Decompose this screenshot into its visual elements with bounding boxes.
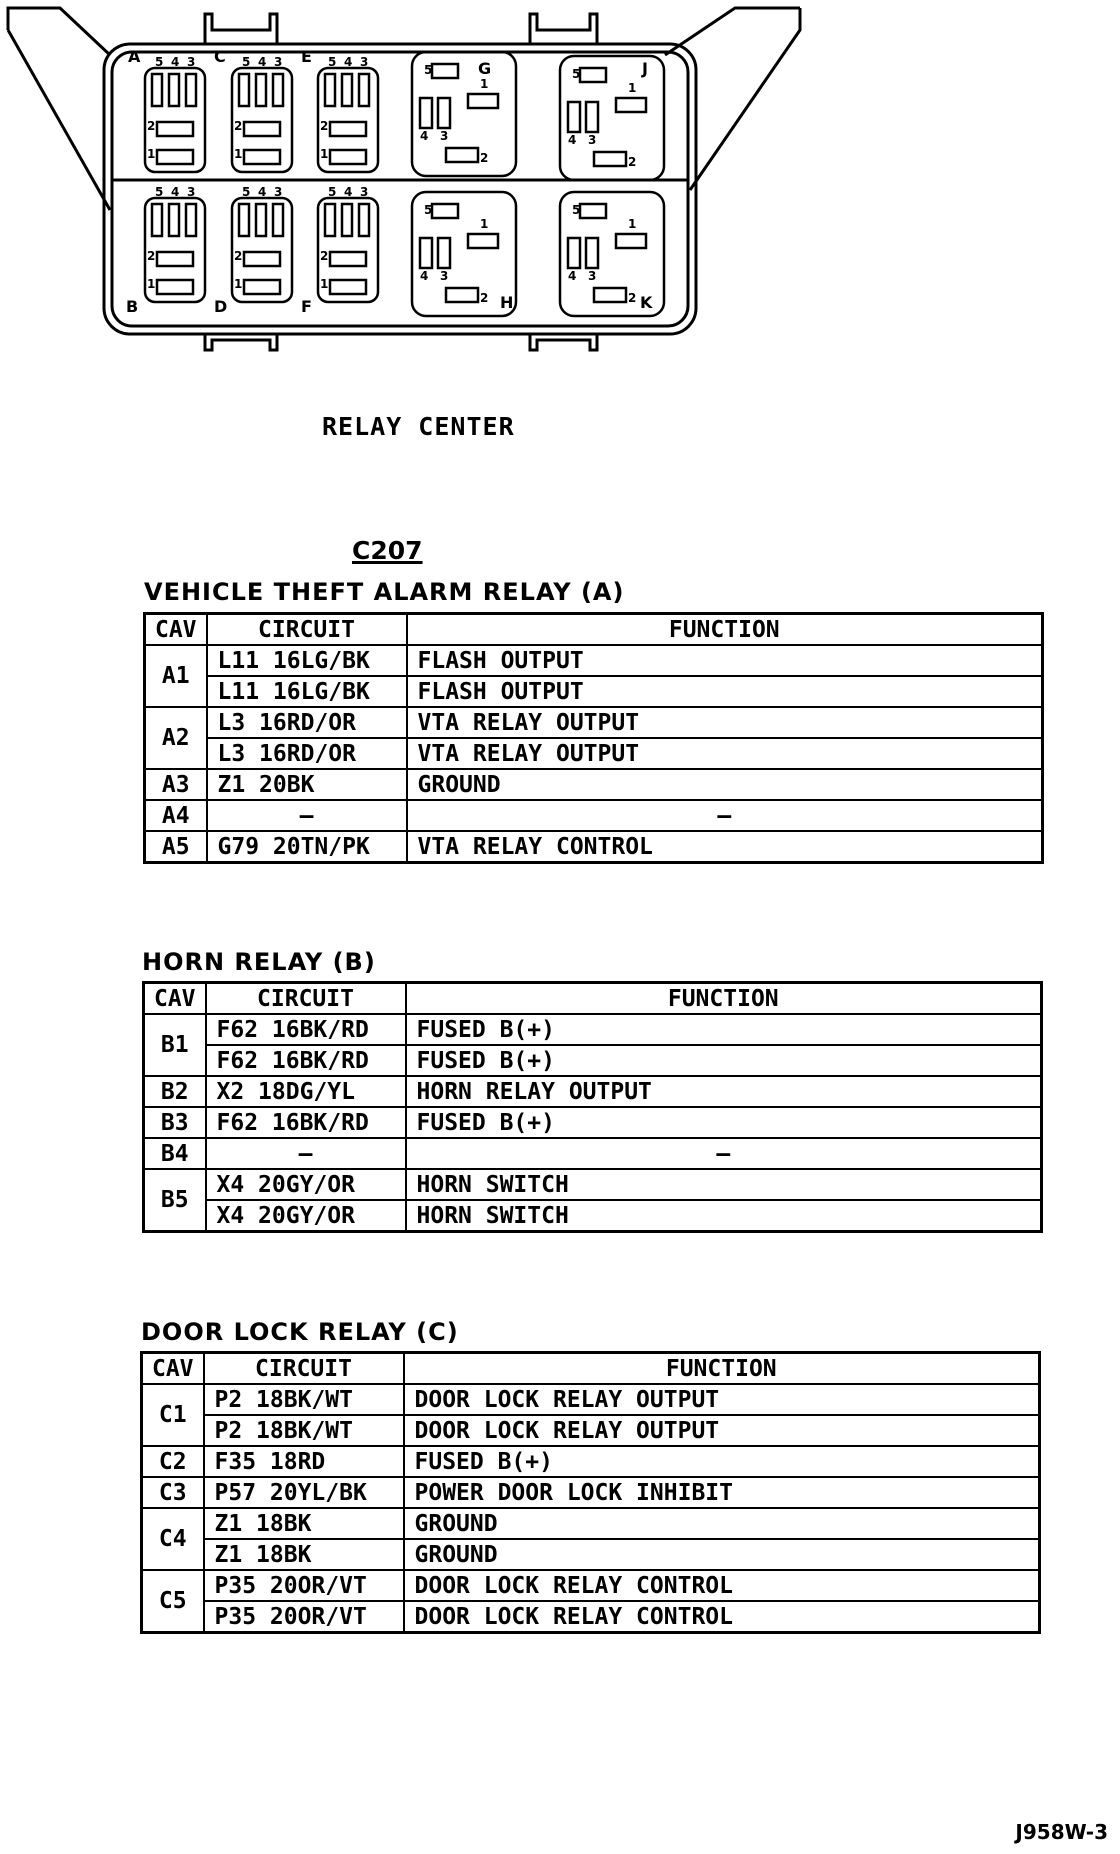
function-cell: FUSED B(+) [406, 1107, 1042, 1138]
slot-letter: E [301, 47, 312, 66]
table-row [142, 1539, 1040, 1570]
diagram-caption: RELAY CENTER [322, 412, 515, 441]
pin-number: 5 [328, 185, 337, 199]
pin-number: 1 [147, 147, 156, 161]
pin-number: 3 [588, 269, 597, 283]
cav-header: CAV [142, 1353, 204, 1385]
pin-number: 5 [155, 55, 164, 69]
circuit-cell: F35 18RD [204, 1446, 404, 1477]
pin-number: 5 [572, 67, 581, 81]
relay-center-diagram [0, 0, 1120, 380]
circuit-cell: L11 16LG/BK [207, 645, 407, 676]
pin-number: 4 [344, 55, 353, 69]
circuit-cell: F62 16BK/RD [206, 1107, 406, 1138]
slot-letter: A [128, 47, 141, 66]
section-title-door-lock-relay: DOOR LOCK RELAY (C) [141, 1318, 459, 1346]
pin-number: 3 [440, 269, 449, 283]
cav-cell: A3 [145, 769, 207, 800]
table-row [142, 1477, 1040, 1508]
pin-number: 5 [572, 203, 581, 217]
circuit-cell: X2 18DG/YL [206, 1076, 406, 1107]
function-cell: VTA RELAY OUTPUT [407, 707, 1043, 738]
function-cell: FUSED B(+) [406, 1014, 1042, 1045]
function-cell: FLASH OUTPUT [407, 645, 1043, 676]
table-row [145, 800, 1043, 831]
function-cell: DOOR LOCK RELAY OUTPUT [404, 1384, 1040, 1415]
pin-number: 2 [320, 119, 329, 133]
cav-cell: A4 [145, 800, 207, 831]
cav-cell: C4 [142, 1508, 204, 1570]
pin-number: 2 [147, 119, 156, 133]
circuit-cell: – [207, 800, 407, 831]
table-row [145, 645, 1043, 676]
slot-letter: C [214, 47, 226, 66]
function-cell: DOOR LOCK RELAY OUTPUT [404, 1415, 1040, 1446]
cav-cell: B5 [144, 1169, 206, 1232]
function-cell: HORN RELAY OUTPUT [406, 1076, 1042, 1107]
table-header-row [144, 983, 1042, 1015]
pin-number: 3 [440, 129, 449, 143]
function-cell: POWER DOOR LOCK INHIBIT [404, 1477, 1040, 1508]
pin-number: 2 [480, 151, 489, 165]
pin-number: 2 [234, 119, 243, 133]
pin-number: 2 [147, 249, 156, 263]
circuit-cell: P35 20OR/VT [204, 1601, 404, 1633]
table-row [145, 769, 1043, 800]
pin-number: 5 [242, 55, 251, 69]
function-cell: – [407, 800, 1043, 831]
circuit-cell: X4 20GY/OR [206, 1169, 406, 1200]
function-header: FUNCTION [406, 983, 1042, 1015]
pin-number: 1 [320, 277, 329, 291]
pin-number: 4 [258, 185, 267, 199]
pin-number: 1 [628, 217, 637, 231]
pin-number: 5 [328, 55, 337, 69]
function-cell: GROUND [407, 769, 1043, 800]
table-row [142, 1601, 1040, 1633]
function-cell: – [406, 1138, 1042, 1169]
circuit-cell: Z1 20BK [207, 769, 407, 800]
circuit-cell: P2 18BK/WT [204, 1384, 404, 1415]
circuit-cell: Z1 18BK [204, 1539, 404, 1570]
table-row [144, 1014, 1042, 1045]
pin-number: 3 [588, 133, 597, 147]
section-title-vta-relay: VEHICLE THEFT ALARM RELAY (A) [144, 578, 625, 606]
pinout-table-door-lock-relay [140, 1351, 1041, 1634]
pin-number: 3 [360, 55, 369, 69]
table-row [142, 1415, 1040, 1446]
circuit-header: CIRCUIT [204, 1353, 404, 1385]
pin-number: 1 [320, 147, 329, 161]
cav-cell: A2 [145, 707, 207, 769]
pin-number: 3 [187, 185, 196, 199]
cav-cell: B1 [144, 1014, 206, 1076]
slot-letter: B [126, 297, 139, 316]
pin-number: 3 [187, 55, 196, 69]
pin-number: 4 [344, 185, 353, 199]
pin-number: 1 [628, 81, 637, 95]
slot-letter: F [301, 297, 312, 316]
cav-cell: B3 [144, 1107, 206, 1138]
cav-cell: B2 [144, 1076, 206, 1107]
cav-cell: C2 [142, 1446, 204, 1477]
circuit-cell: P57 20YL/BK [204, 1477, 404, 1508]
circuit-cell: – [206, 1138, 406, 1169]
table-row [142, 1508, 1040, 1539]
pin-number: 1 [480, 77, 489, 91]
function-cell: VTA RELAY CONTROL [407, 831, 1043, 863]
cav-cell: C3 [142, 1477, 204, 1508]
pin-number: 4 [258, 55, 267, 69]
cav-cell: A1 [145, 645, 207, 707]
pin-number: 3 [274, 55, 283, 69]
pin-number: 1 [234, 147, 243, 161]
table-row [144, 1200, 1042, 1232]
pin-number: 1 [480, 217, 489, 231]
slot-letter: J [642, 59, 648, 78]
function-cell: HORN SWITCH [406, 1169, 1042, 1200]
table-row [144, 1045, 1042, 1076]
section-title-horn-relay: HORN RELAY (B) [142, 948, 376, 976]
cav-cell: B4 [144, 1138, 206, 1169]
circuit-cell: F62 16BK/RD [206, 1014, 406, 1045]
pin-number: 5 [424, 63, 433, 77]
function-cell: DOOR LOCK RELAY CONTROL [404, 1570, 1040, 1601]
cav-header: CAV [145, 614, 207, 646]
pin-number: 5 [155, 185, 164, 199]
table-row [145, 738, 1043, 769]
circuit-header: CIRCUIT [207, 614, 407, 646]
function-cell: FLASH OUTPUT [407, 676, 1043, 707]
pinout-table-horn-relay [142, 981, 1043, 1233]
pin-number: 2 [320, 249, 329, 263]
pin-number: 4 [420, 269, 429, 283]
function-cell: DOOR LOCK RELAY CONTROL [404, 1601, 1040, 1633]
table-row [144, 1169, 1042, 1200]
pin-number: 4 [171, 185, 180, 199]
table-row [142, 1570, 1040, 1601]
pin-number: 1 [147, 277, 156, 291]
function-header: FUNCTION [404, 1353, 1040, 1385]
pin-number: 1 [234, 277, 243, 291]
circuit-cell: L3 16RD/OR [207, 707, 407, 738]
function-cell: HORN SWITCH [406, 1200, 1042, 1232]
circuit-cell: P35 20OR/VT [204, 1570, 404, 1601]
table-header-row [145, 614, 1043, 646]
function-cell: FUSED B(+) [404, 1446, 1040, 1477]
circuit-header: CIRCUIT [206, 983, 406, 1015]
slot-letter: K [640, 293, 653, 312]
function-cell: GROUND [404, 1539, 1040, 1570]
pin-number: 2 [480, 291, 489, 305]
pin-number: 5 [242, 185, 251, 199]
slot-letter: D [214, 297, 228, 316]
cav-cell: C5 [142, 1570, 204, 1633]
table-row [144, 1076, 1042, 1107]
circuit-cell: L3 16RD/OR [207, 738, 407, 769]
circuit-cell: L11 16LG/BK [207, 676, 407, 707]
function-header: FUNCTION [407, 614, 1043, 646]
function-cell: VTA RELAY OUTPUT [407, 738, 1043, 769]
function-cell: GROUND [404, 1508, 1040, 1539]
pin-number: 3 [360, 185, 369, 199]
table-row [144, 1138, 1042, 1169]
slot-letter: H [500, 293, 514, 312]
pin-number: 4 [171, 55, 180, 69]
pinout-table-vta-relay [143, 612, 1044, 864]
table-row [145, 831, 1043, 863]
table-header-row [142, 1353, 1040, 1385]
slot-letter: G [478, 59, 492, 78]
table-row [144, 1107, 1042, 1138]
cav-cell: A5 [145, 831, 207, 863]
pin-number: 2 [628, 291, 637, 305]
circuit-cell: P2 18BK/WT [204, 1415, 404, 1446]
table-row [145, 707, 1043, 738]
circuit-cell: G79 20TN/PK [207, 831, 407, 863]
circuit-cell: X4 20GY/OR [206, 1200, 406, 1232]
cav-cell: C1 [142, 1384, 204, 1446]
function-cell: FUSED B(+) [406, 1045, 1042, 1076]
figure-code: J958W-3 [1015, 1820, 1108, 1844]
pin-number: 5 [424, 203, 433, 217]
pin-number: 4 [568, 269, 577, 283]
connector-label: C207 [352, 536, 423, 565]
pin-number: 4 [420, 129, 429, 143]
cav-header: CAV [144, 983, 206, 1015]
table-row [142, 1446, 1040, 1477]
pin-number: 3 [274, 185, 283, 199]
pin-number: 2 [628, 155, 637, 169]
table-row [142, 1384, 1040, 1415]
circuit-cell: F62 16BK/RD [206, 1045, 406, 1076]
table-row [145, 676, 1043, 707]
pin-number: 2 [234, 249, 243, 263]
circuit-cell: Z1 18BK [204, 1508, 404, 1539]
pin-number: 4 [568, 133, 577, 147]
